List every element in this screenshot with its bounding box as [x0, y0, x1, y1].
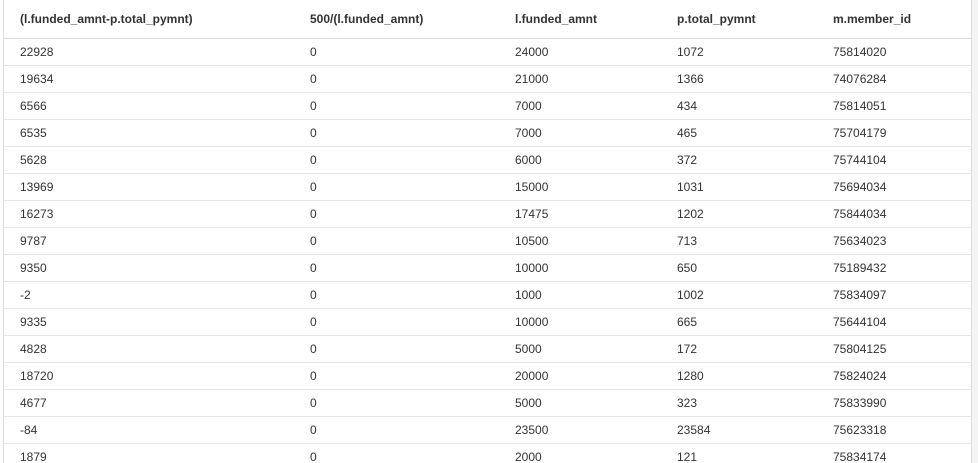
cell-funded-amnt: 10500	[499, 228, 661, 255]
cell-500-div-funded: 0	[294, 282, 499, 309]
table-row[interactable]	[4, 390, 971, 417]
cell-500-div-funded: 0	[294, 255, 499, 282]
cell-funded-minus-pymnt: -2	[4, 282, 294, 309]
vertical-scrollbar[interactable]	[972, 0, 978, 463]
cell-500-div-funded: 0	[294, 201, 499, 228]
cell-funded-minus-pymnt: 6566	[4, 93, 294, 120]
cell-member-id: 75814020	[817, 39, 971, 66]
cell-funded-amnt: 24000	[499, 39, 661, 66]
table-row[interactable]	[4, 228, 971, 255]
cell-total-pymnt: 323	[661, 390, 817, 417]
table-row[interactable]	[4, 282, 971, 309]
column-header-member-id[interactable]: m.member_id	[817, 0, 971, 39]
cell-member-id: 75834174	[817, 444, 971, 463]
cell-funded-minus-pymnt: 4677	[4, 390, 294, 417]
cell-funded-minus-pymnt: 22928	[4, 39, 294, 66]
cell-funded-amnt: 10000	[499, 255, 661, 282]
header-row	[4, 0, 971, 39]
cell-500-div-funded: 0	[294, 39, 499, 66]
cell-total-pymnt: 23584	[661, 417, 817, 444]
cell-member-id: 75634023	[817, 228, 971, 255]
cell-funded-minus-pymnt: 9350	[4, 255, 294, 282]
cell-total-pymnt: 1202	[661, 201, 817, 228]
cell-member-id: 75804125	[817, 336, 971, 363]
table-row[interactable]	[4, 444, 971, 463]
cell-total-pymnt: 713	[661, 228, 817, 255]
table-row[interactable]	[4, 336, 971, 363]
cell-member-id: 75704179	[817, 120, 971, 147]
cell-total-pymnt: 1002	[661, 282, 817, 309]
cell-total-pymnt: 665	[661, 309, 817, 336]
cell-total-pymnt: 1366	[661, 66, 817, 93]
cell-funded-amnt: 7000	[499, 93, 661, 120]
table-row[interactable]	[4, 363, 971, 390]
cell-member-id: 75744104	[817, 147, 971, 174]
table-row[interactable]	[4, 39, 971, 66]
cell-funded-amnt: 1000	[499, 282, 661, 309]
cell-funded-minus-pymnt: 5628	[4, 147, 294, 174]
table-row[interactable]	[4, 93, 971, 120]
cell-total-pymnt: 1072	[661, 39, 817, 66]
query-result-table	[4, 0, 971, 463]
cell-total-pymnt: 121	[661, 444, 817, 463]
cell-500-div-funded: 0	[294, 174, 499, 201]
cell-funded-amnt: 5000	[499, 390, 661, 417]
cell-member-id: 74076284	[817, 66, 971, 93]
cell-member-id: 75694034	[817, 174, 971, 201]
table-row[interactable]	[4, 309, 971, 336]
cell-total-pymnt: 372	[661, 147, 817, 174]
cell-500-div-funded: 0	[294, 66, 499, 93]
cell-funded-amnt: 23500	[499, 417, 661, 444]
table-header	[4, 0, 971, 39]
cell-funded-minus-pymnt: 9335	[4, 309, 294, 336]
cell-member-id: 75834097	[817, 282, 971, 309]
cell-500-div-funded: 0	[294, 120, 499, 147]
cell-500-div-funded: 0	[294, 228, 499, 255]
cell-total-pymnt: 465	[661, 120, 817, 147]
cell-500-div-funded: 0	[294, 336, 499, 363]
cell-500-div-funded: 0	[294, 93, 499, 120]
cell-500-div-funded: 0	[294, 363, 499, 390]
cell-funded-minus-pymnt: 4828	[4, 336, 294, 363]
cell-member-id: 75824024	[817, 363, 971, 390]
table-row[interactable]	[4, 417, 971, 444]
cell-funded-amnt: 7000	[499, 120, 661, 147]
cell-funded-amnt: 10000	[499, 309, 661, 336]
cell-500-div-funded: 0	[294, 390, 499, 417]
cell-funded-amnt: 2000	[499, 444, 661, 463]
cell-funded-amnt: 20000	[499, 363, 661, 390]
cell-total-pymnt: 1031	[661, 174, 817, 201]
cell-funded-minus-pymnt: 6535	[4, 120, 294, 147]
table-row[interactable]	[4, 120, 971, 147]
cell-500-div-funded: 0	[294, 417, 499, 444]
cell-funded-minus-pymnt: 19634	[4, 66, 294, 93]
table-row[interactable]	[4, 66, 971, 93]
cell-funded-minus-pymnt: 1879	[4, 444, 294, 463]
table-row[interactable]	[4, 201, 971, 228]
cell-total-pymnt: 172	[661, 336, 817, 363]
cell-member-id: 75833990	[817, 390, 971, 417]
cell-total-pymnt: 1280	[661, 363, 817, 390]
cell-funded-amnt: 21000	[499, 66, 661, 93]
cell-funded-amnt: 5000	[499, 336, 661, 363]
cell-funded-minus-pymnt: 16273	[4, 201, 294, 228]
column-header-500-div-funded[interactable]: 500/(l.funded_amnt)	[294, 0, 499, 39]
cell-funded-minus-pymnt: -84	[4, 417, 294, 444]
table-row[interactable]	[4, 147, 971, 174]
cell-funded-minus-pymnt: 13969	[4, 174, 294, 201]
column-header-funded-amnt[interactable]: l.funded_amnt	[499, 0, 661, 39]
cell-member-id: 75623318	[817, 417, 971, 444]
cell-500-div-funded: 0	[294, 309, 499, 336]
table-body	[4, 39, 971, 463]
cell-total-pymnt: 434	[661, 93, 817, 120]
cell-member-id: 75189432	[817, 255, 971, 282]
cell-funded-minus-pymnt: 9787	[4, 228, 294, 255]
cell-funded-minus-pymnt: 18720	[4, 363, 294, 390]
cell-funded-amnt: 17475	[499, 201, 661, 228]
cell-500-div-funded: 0	[294, 444, 499, 463]
cell-member-id: 75644104	[817, 309, 971, 336]
table-row[interactable]	[4, 174, 971, 201]
cell-member-id: 75814051	[817, 93, 971, 120]
cell-500-div-funded: 0	[294, 147, 499, 174]
column-header-funded-minus-pymnt[interactable]: (l.funded_amnt-p.total_pymnt)	[4, 0, 294, 39]
cell-funded-amnt: 15000	[499, 174, 661, 201]
cell-funded-amnt: 6000	[499, 147, 661, 174]
cell-total-pymnt: 650	[661, 255, 817, 282]
table-row[interactable]	[4, 255, 971, 282]
cell-member-id: 75844034	[817, 201, 971, 228]
column-header-total-pymnt[interactable]: p.total_pymnt	[661, 0, 817, 39]
